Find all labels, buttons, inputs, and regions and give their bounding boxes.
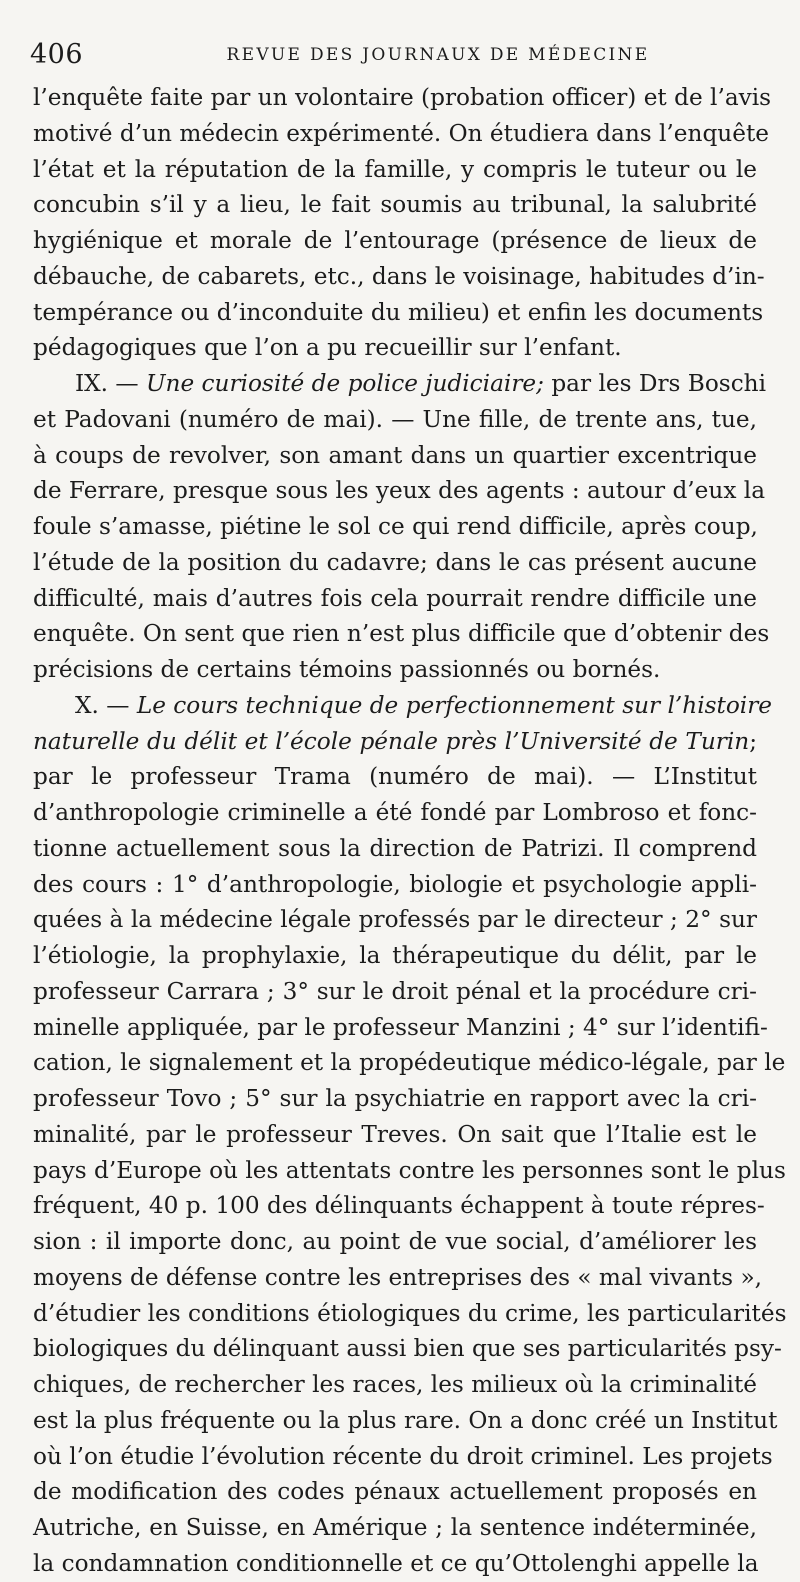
page-number: 406 [30,39,84,70]
text-line: difficulté, mais d’autres fois cela pourrait rendre difficile une [33,584,757,612]
line-suffix: ; [749,727,757,755]
text-line: pays d’Europe où les attentats contre les personnes sont le plus [33,1156,786,1184]
text-line: professeur Carrara ; 3° sur le droit pénal et la procédure cri- [33,977,757,1005]
line-suffix: par les Drs Boschi [543,370,767,397]
text-line: est la plus fréquente ou la plus rare. On a donc créé un Institut [33,1406,778,1434]
text-line: quées à la médecine légale professés par le directeur ; 2° sur [33,906,757,934]
text-line: des cours : 1° d’anthropologie, biologie et psychologie appli- [33,870,757,898]
text-line: l’enquête faite par un volontaire (probation officer) et de l’avis [33,84,772,111]
running-title: REVUE DES JOURNAUX DE MÉDECINE [226,45,650,65]
text-line: l’état et la réputation de la famille, y compris le tuteur ou le [33,155,757,183]
text-line: l’étude de la position du cadavre; dans le cas présent aucune [33,548,757,576]
text-line: sion : il importe donc, au point de vue social, d’améliorer les [33,1228,757,1255]
text-line: de modification des codes pénaux actuellement proposés en [33,1478,757,1506]
text-line [33,366,767,402]
text-line: où l’on étudie l’évolution récente du droit criminel. Les projets [33,1442,773,1470]
text-line: l’étiologie, la prophylaxie, la thérapeutique du délit, par le [33,942,757,969]
text-line: biologiques du délinquant aussi bien que ses particularités psy- [33,1335,782,1363]
text-line: Autriche, en Suisse, en Amérique ; la sentence indéterminée, [33,1514,757,1541]
text-line: minelle appliquée, par le professeur Manzini ; 4° sur l’identifi- [33,1013,768,1041]
text-line [33,724,757,760]
page-header [30,38,770,72]
text-line: et Padovani (numéro de mai). — Une fille, de trente ans, tue, [33,405,757,433]
text-line: pédagogiques que l’on a pu recueillir sur l’enfant. [33,334,622,362]
line-prefix: X. — [75,691,137,719]
text-line: à coups de revolver, son amant dans un quartier excentrique [33,441,757,469]
text-line: professeur Tovo ; 5° sur la psychiatrie en rapport avec la cri- [33,1085,757,1112]
section-title-italic: Le cours technique de perfectionnement sur l’histoire [136,691,773,719]
text-line: motivé d’un médecin expérimenté. On étudiera dans l’enquête [33,119,769,147]
text-line: par le professeur Trama (numéro de mai). — L’Institut [33,763,757,791]
text-line: tionne actuellement sous la direction de Patrizi. Il comprend [33,834,757,862]
text-line: débauche, de cabarets, etc., dans le voisinage, habitudes d’in- [33,262,765,290]
text-line: minalité, par le professeur Treves. On sait que l’Italie est le [33,1120,757,1148]
section-title-italic: naturelle du délit et l’école pénale près l’Université de Turin [33,727,750,755]
text-line: moyens de défense contre les entreprises des « mal vivants », [33,1263,763,1291]
line-prefix: IX. — [75,370,146,397]
section-title-italic: Une curiosité de police judiciaire; [145,370,544,397]
body-text [33,80,787,1582]
text-line: précisions de certains témoins passionnés ou bornés. [33,656,661,683]
text-line: de Ferrare, presque sous les yeux des agents : autour d’eux la [33,477,766,505]
text-line: d’anthropologie criminelle a été fondé par Lombroso et fonc- [33,799,757,826]
text-line: foule s’amasse, piétine le sol ce qui rend difficile, après coup, [33,513,758,540]
text-line: cation, le signalement et la propédeutique médico-légale, par le [33,1049,786,1077]
text-line: la condamnation conditionnelle et ce qu’Ottolenghi appelle la [33,1549,759,1577]
text-line: concubin s’il y a lieu, le fait soumis au tribunal, la salubrité [33,191,757,219]
text-line: hygiénique et morale de l’entourage (présence de lieux de [33,227,757,254]
text-line: d’étudier les conditions étiologiques du crime, les particularités [33,1299,787,1327]
text-line [33,688,773,724]
text-line: chiques, de rechercher les races, les milieux où la criminalité [33,1371,757,1398]
text-line: fréquent, 40 p. 100 des délinquants échappent à toute répres- [33,1192,765,1220]
text-line: enquête. On sent que rien n’est plus difficile que d’obtenir des [33,620,770,648]
text-line: tempérance ou d’inconduite du milieu) et enfin les documents [33,298,764,326]
